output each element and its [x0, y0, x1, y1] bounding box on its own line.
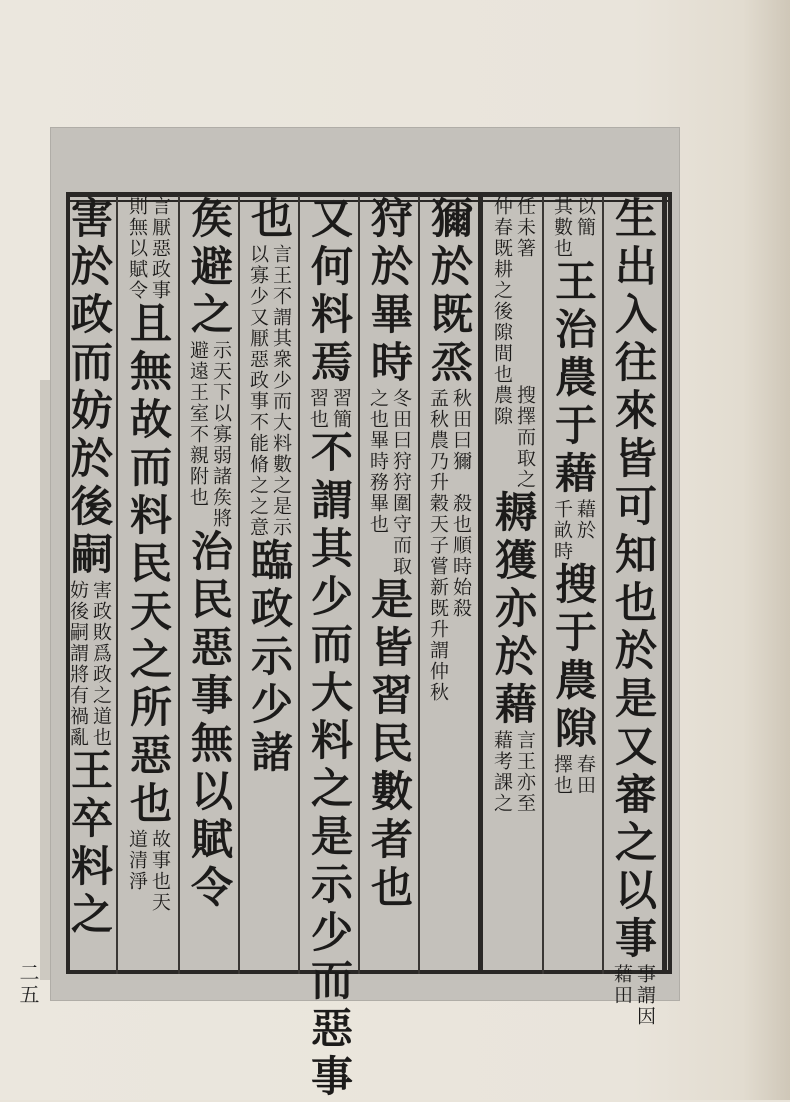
page-number: 二五	[16, 962, 40, 1006]
annotation-right: 以簡	[574, 196, 596, 238]
annotation-left: 以寡少又厭惡政事不能脩之之意	[247, 244, 269, 538]
page-edge-tab	[40, 380, 50, 980]
annotation	[492, 385, 534, 490]
annotation	[492, 196, 534, 385]
annotation-left: 避遠王室不親附也	[187, 340, 209, 508]
main-text: 治民惡事無以賦令	[185, 529, 234, 913]
annotation-left: 其數也	[551, 196, 573, 259]
main-text: 獮於既烝	[425, 196, 474, 388]
annotation	[368, 472, 410, 577]
annotation-right: 事謂因	[634, 964, 656, 1027]
main-text: 臨政示少諸	[245, 538, 294, 778]
annotation-left: 妨後嗣謂將有禍亂	[67, 580, 89, 748]
annotation	[248, 244, 290, 538]
annotation-left: 仲春既耕之後隙間也	[491, 196, 513, 385]
text-column-8	[180, 196, 238, 972]
main-text: 搜于農隙	[549, 562, 598, 754]
annotation-left: 擇也	[551, 754, 573, 796]
annotation-right: 狩圍守而取	[390, 472, 412, 577]
annotation-right: 害政敗爲政之道也	[90, 580, 112, 748]
text-column-1	[604, 196, 662, 1027]
annotation-right: 任未箸	[514, 196, 536, 259]
annotation-left: 務畢也	[367, 472, 389, 535]
annotation	[127, 196, 169, 301]
text-column-5	[360, 196, 418, 972]
main-text: 又何料焉	[305, 196, 354, 388]
text-column-9	[119, 196, 177, 972]
annotation-right: 故事也天	[149, 829, 171, 913]
annotation-right: 冬田曰狩	[390, 388, 412, 472]
main-text: 矦避之	[185, 196, 234, 340]
annotation	[612, 964, 654, 1027]
main-text: 是皆習民數者也	[365, 577, 414, 913]
main-text: 不謂其少而大料之是示少而惡事	[305, 430, 354, 1102]
annotation	[552, 499, 594, 562]
annotation	[552, 196, 594, 259]
annotation-right: 藉於	[574, 499, 596, 541]
annotation-left: 道清淨	[126, 829, 148, 892]
annotation-right: 示天下以寡弱諸矦將	[210, 340, 232, 529]
annotation-right: 殺也順時始殺	[450, 493, 472, 619]
annotation	[552, 754, 594, 796]
annotation	[428, 388, 470, 493]
annotation-left: 藉田	[611, 964, 633, 1006]
text-column-4	[420, 196, 478, 972]
text-column-3	[484, 196, 542, 972]
main-text: 王卒料之	[65, 748, 114, 940]
annotation-right: 搜擇而取之	[514, 385, 536, 490]
annotation-right: 習簡	[330, 388, 352, 430]
main-text: 耨獲亦於藉	[489, 490, 538, 730]
column-rule	[662, 196, 667, 974]
annotation	[127, 829, 169, 913]
annotation-right: 言王亦至	[514, 730, 536, 814]
text-column-6	[300, 196, 358, 1102]
annotation-left: 千畝時	[551, 499, 573, 562]
annotation	[492, 730, 534, 814]
annotation-right: 言厭惡政事	[149, 196, 171, 301]
main-text: 也	[245, 196, 294, 244]
annotation	[308, 388, 350, 430]
annotation	[188, 340, 230, 529]
text-column-7	[240, 196, 298, 972]
main-text: 狩於畢時	[365, 196, 414, 388]
annotation-left: 藉考課之	[491, 730, 513, 814]
annotation-left: 習也	[307, 388, 329, 430]
annotation-left: 孟秋農乃升	[427, 388, 449, 493]
annotation	[428, 493, 470, 703]
annotation-left: 之也畢時	[367, 388, 389, 472]
column-rule	[478, 196, 483, 974]
main-text: 於是又審之以事	[609, 628, 658, 964]
annotation-left: 則無以賦令	[126, 196, 148, 301]
text-column-10	[60, 196, 118, 972]
main-text: 生出入往來皆可知也	[609, 196, 658, 628]
annotation-right: 言王不謂其衆少而大料數之是示	[270, 244, 292, 538]
annotation	[68, 580, 110, 748]
annotation	[368, 388, 410, 472]
annotation-left: 穀天子嘗新既升謂仲秋	[427, 493, 449, 703]
main-text: 且無故而料民天之所惡也	[124, 301, 173, 829]
annotation-left: 農隙	[491, 385, 513, 427]
annotation-right: 春田	[574, 754, 596, 796]
text-column-2	[544, 196, 602, 972]
main-text: 王治農于藉	[549, 259, 598, 499]
annotation-right: 秋田曰獮	[450, 388, 472, 472]
main-text: 害於政而妨於後嗣	[65, 196, 114, 580]
